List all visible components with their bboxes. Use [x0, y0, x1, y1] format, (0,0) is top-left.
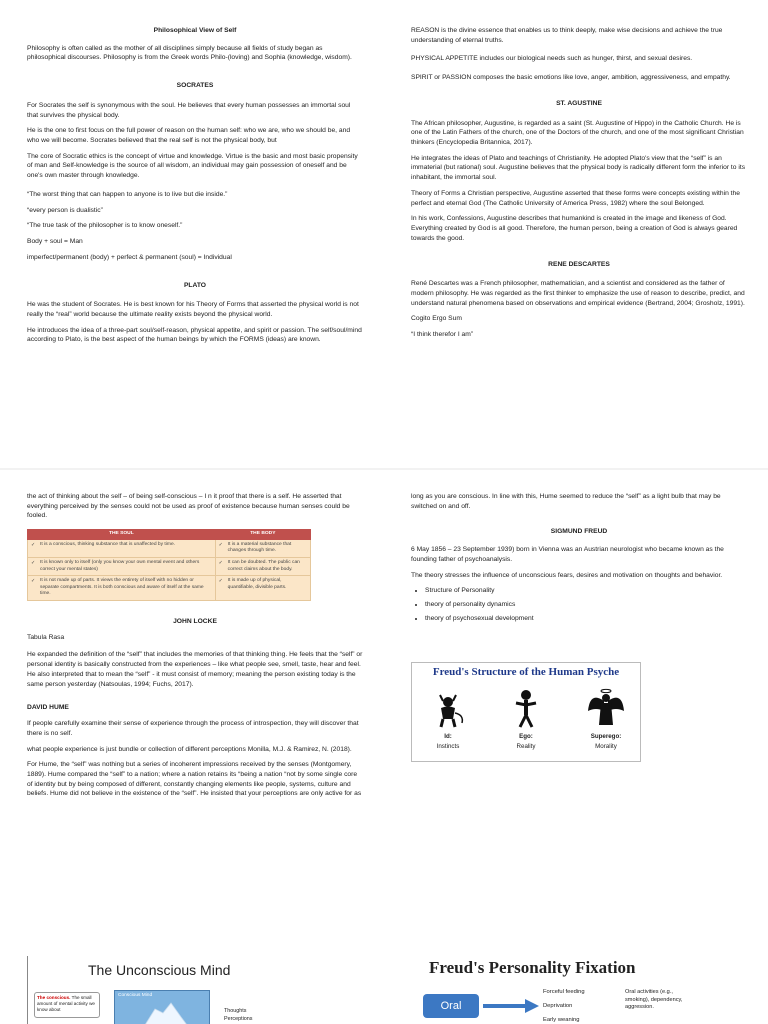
iceberg-icon [115, 999, 209, 1024]
plato-paragraph-1: He was the student of Socrates. He is best known for his Theory of Forms that asserted the physical world is not really the “real” world because the ultimate reality exists beyond the physical world. [27, 301, 359, 318]
checkmark-icon: ✓ [31, 559, 36, 566]
plato-heading: PLATO [183, 281, 207, 289]
equation-line: imperfect/permanent (body) + perfect & permanent (soul) = Individual [27, 253, 232, 261]
spirit-paragraph: SPIRIT or PASSION composes the basic emotions like love, anger, ambition, aggressiveness, and empathy. [411, 74, 731, 82]
right-arrow-icon [483, 999, 539, 1013]
id-label: Id: [444, 733, 452, 740]
augustine-paragraph-3: Theory of Forms a Christian perspective, Augustine asserted that these forms were concepts existing within the perfect and eternal God (The Catholic University of America Press, 1982) where the soul Belonged. [411, 189, 740, 207]
soul-body-table [27, 529, 311, 601]
descartes-heading: RENE DESCARTES [548, 260, 610, 268]
freud-paragraph-2: The theory stresses the influence of unconscious fears, desires and motivation on thoughts and behavior. [411, 571, 723, 579]
conscious-note-lead: The conscious. [37, 995, 71, 1000]
ego-person-icon [504, 685, 548, 729]
hume-paragraph-2: what people experience is just bundle or collection of different perceptions Monilla, M.J. & Ramirez, N. (2018). [27, 745, 352, 753]
hume-paragraph-3: For Hume, the “self” was nothing but a series of incoherent impressions received by the senses (Montgomery, 1889). Hume compared the “self” to a nation; where a nation retains its “being a nation “not by some single core of identity but by being composed of different, constantly changing elements like people, systems, culture and beliefs. Hume did not believe in the existence of the “self”. He insisted that your perceptions are only active for as [27, 761, 362, 798]
socrates-paragraph-3: The core of Socratic ethics is the concept of virtue and knowledge. Virtue is the basic and most basic propensity of man and Self-knowledge is the source of all wisdom, an individual may gain possession of oneself and be one's own master through knowledge. [27, 152, 358, 180]
socrates-quote: “every person is dualistic” [27, 206, 103, 214]
freud-paragraph-1: 6 May 1856 – 23 September 1939) born in Vienna was an Austrian neurologist who became known as the founding father of psychoanalysis. [411, 546, 724, 563]
socrates-paragraph-2: He is the one to first focus on the full power of reason on the human self: who we are, who we should be, and who we will become. Socrates believed that the real self is not the physical body, but [27, 127, 351, 145]
fixation-cause: Forceful feeding [543, 989, 585, 995]
descartes-paragraph: René Descartes was a French philosopher, mathematician, and a scientist and considered as the father of modern philosophy. He was regarded as the first thinker to emphasize the use of reason to describe, predict, and understand natural phenomena based on observations and empirical evidence (Bertrand, 2004; Grosholz, 1991). [411, 280, 745, 307]
conscious-note-text: The small amount of mental activity we know about [37, 995, 95, 1012]
reason-paragraph: REASON is the divine essence that enables us to think deeply, make wise decisions and achieve the true understanding of eternal truths. [411, 27, 723, 44]
fixation-title: Freud's Personality Fixation [429, 958, 636, 977]
hume-heading: DAVID HUME [27, 704, 69, 712]
psyche-title: Freud's Structure of the Human Psyche [432, 666, 620, 678]
equation-line: Body + soul = Man [27, 238, 83, 246]
cell-text: It is not made up of parts. It views the entirety of itself with no hidden or separate compartments. It is both conscious and aware of itself at the same time. [40, 578, 204, 597]
body-column-header: THE BODY [215, 530, 310, 540]
document-page-1 [0, 0, 768, 468]
personality-fixation-figure [411, 956, 711, 1024]
page1-left-column [27, 26, 363, 351]
socrates-paragraph-1: For Socrates the self is synonymous with the soul. He believes that every human possesses an immortal soul that survives the physical body. [27, 101, 351, 119]
id-devil-icon [426, 685, 470, 729]
page1-right-column [411, 26, 747, 346]
conscious-mind-box [114, 990, 210, 1024]
page-title: Philosophical View of Self [153, 27, 237, 34]
soul-column-header: THE SOUL [28, 530, 216, 540]
ego-label: Ego: [519, 733, 533, 740]
checkmark-icon: ✓ [218, 541, 223, 548]
augustine-paragraph-4: In his work, Confessions, Augustine describes that humankind is created in the image and likeness of God. Everything created by God is all good. Therefore, the human person, being a creation of God is always geared towards the good. [411, 215, 738, 242]
socrates-quote: “The true task of the philosopher is to know oneself.” [27, 222, 183, 230]
hume-continued-paragraph: long as you are conscious. In line with this, Hume seemed to reduce the “self” as a light bulb that may be switched on and off. [411, 493, 721, 510]
checkmark-icon: ✓ [31, 541, 36, 548]
table-row [28, 539, 311, 557]
table-row [28, 576, 311, 601]
table-cell [28, 539, 216, 557]
checkmark-icon: ✓ [218, 559, 223, 566]
locke-paragraph: He expanded the definition of the “self” that includes the memories of that thinking thing. He feels that the “self” or personal identity is basically constructed from the experiences – like what people see, smell, taste, hear and feel. He also interpreted that to mean the “self” - it must consist of memory; meaning the person existing today is the same person yesterday (Natsoulas, 1994; Fuchs, 2017). [27, 651, 363, 688]
fixation-cause: Early weaning [543, 1017, 580, 1023]
superego-angel-icon [584, 685, 628, 729]
cogito-line: Cogito Ergo Sum [411, 315, 462, 323]
cell-text: It is known only to itself (only you know your own mental event and others correct your mental states) [40, 559, 200, 572]
socrates-quote: “The worst thing that can happen to anyone is to live but die inside.” [27, 190, 228, 198]
table-row [28, 557, 311, 575]
cell-text: It is a conscious, thinking substance that is unaffected by time. [40, 541, 176, 547]
cell-text: It is made up of physical, quantifiable, divisible parts. [227, 578, 287, 590]
fixation-traits: Oral activities (e.g., smoking), dependency, aggression. [625, 989, 683, 1011]
freud-psyche-figure [411, 662, 641, 762]
unconscious-mind-figure [27, 956, 286, 1024]
table-cell [215, 539, 310, 557]
fixation-cause: Deprivation [543, 1003, 573, 1009]
intro-paragraph: Philosophy is often called as the mother of all disciplines simply because all fields of study began as philosophical discourses. Philosophy is from the Greek words Philo-(loving) and Sophia (knowledge, wisdom). [27, 44, 352, 62]
ego-sublabel: Reality [516, 743, 536, 750]
cell-text: It can be doubted. The public can correct claims about the body. [227, 559, 300, 572]
freud-theory-list [425, 586, 747, 623]
list-item: • theory of personality dynamics [425, 600, 747, 610]
socrates-heading: SOCRATES [176, 82, 214, 90]
conscious-mind-label: Conscious Mind [118, 993, 153, 998]
superego-label: Superego: [590, 733, 622, 740]
plato-paragraph-2: He introduces the idea of a three-part soul/self-reason, physical appetite, and spirit or passion. The self/soul/mind according to Plato, is the best aspect of the human beings by which the FORMS (ideas) are known. [27, 326, 362, 344]
table-cell [28, 557, 216, 575]
hume-paragraph-1: If people carefully examine their sense of experience through the process of introspection, they will discover that there is no self. [27, 720, 359, 737]
augustine-heading: ST. AGUSTINE [556, 99, 602, 107]
list-item: • theory of psychosexual development [425, 614, 747, 624]
table-cell [215, 557, 310, 575]
unconscious-title: The Unconscious Mind [88, 962, 231, 978]
checkmark-icon: ✓ [31, 578, 36, 585]
augustine-paragraph-2: He integrates the ideas of Plato and teachings of Christianity. He adopted Plato's view that the “self” is an immaterial (but rational) soul. Augustine believes that the physical body is radically different form the inferior to its inhabitant, the immortal soul. [411, 154, 746, 182]
appetite-paragraph: PHYSICAL APPETITE includes our biological needs such as hunger, thirst, and sexual desires. [411, 55, 693, 63]
table-cell [215, 576, 310, 601]
augustine-paragraph-1: The African philosopher, Augustine, is regarded as a saint (St. Augustine of Hippo) in the Catholic Church. He is one of the Latin Fathers of the church, one of the Doctors of the church, and one of the most significant Christian thinkers (Encyclopedia Britannica, 2017). [411, 119, 744, 147]
locke-heading: JOHN LOCKE [173, 618, 217, 626]
table-cell [28, 576, 216, 601]
cogito-translation: “I think therefor I am” [411, 331, 474, 339]
conscious-note [34, 992, 100, 1018]
document-page-2 [0, 470, 768, 938]
freud-heading: SIGMUND FREUD [550, 528, 608, 536]
id-sublabel: Instincts [436, 743, 460, 750]
locke-subtitle: Tabula Rasa [27, 633, 65, 641]
perceptions-label: Perceptions [224, 1016, 253, 1022]
page2-right-column [411, 492, 747, 627]
oral-stage-box: Oral [423, 994, 479, 1018]
document-page-3 [0, 938, 768, 1024]
descartes-continued-paragraph: the act of thinking about the self – of being self-conscious – I n it proof that there is a self. He asserted that everything perceived by the senses could not be used as proof of existence because human senses could be fooled. [27, 493, 350, 520]
superego-sublabel: Morality [595, 743, 617, 750]
list-item: • Structure of Personality [425, 586, 747, 596]
cell-text: It is a material substance that changes through time. [227, 541, 292, 554]
page2-left-column [27, 492, 363, 805]
checkmark-icon: ✓ [218, 578, 223, 585]
thoughts-label: Thoughts [224, 1008, 247, 1014]
